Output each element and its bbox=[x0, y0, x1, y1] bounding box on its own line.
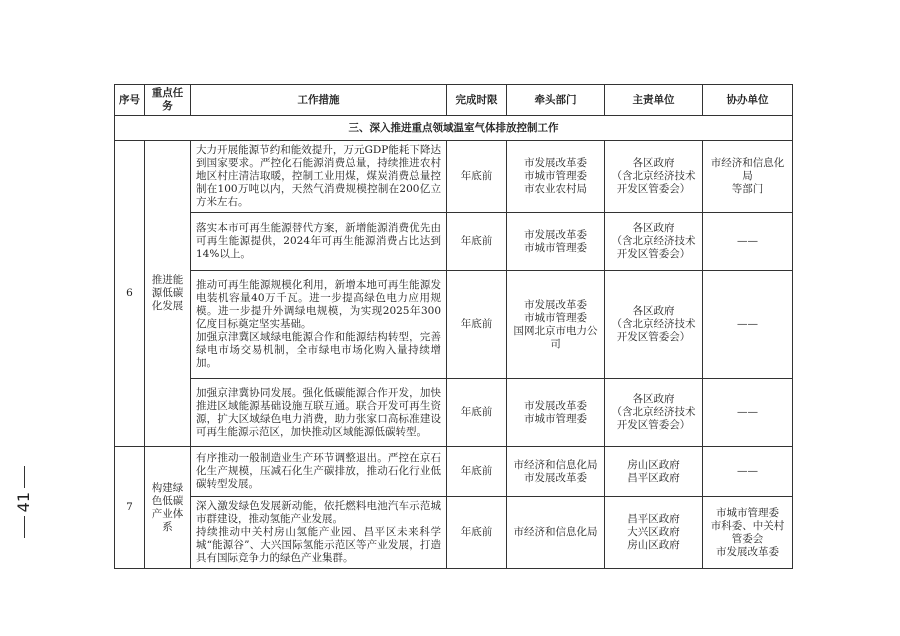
row-measures-line: 加强京津冀协同发展。强化低碳能源合作开发，加快推进区域能源基础设施互联互通。联合开发可再生资源，扩大区域绿色电力消费，助力张家口高标准建设可再生能源示范区，加快推动区域能源低碳转型。 bbox=[196, 386, 441, 438]
row-responsible-line: 开发区管委会） bbox=[616, 419, 691, 431]
row-measures bbox=[191, 213, 447, 271]
row-responsible bbox=[605, 379, 703, 447]
row-lead-line: 市发展改革委 bbox=[524, 399, 587, 412]
row-assist bbox=[703, 379, 793, 447]
row-lead-line: 市城市管理委 bbox=[524, 412, 587, 425]
row-task: 构建绿色低碳产业体系 bbox=[145, 447, 191, 569]
row-lead bbox=[507, 271, 605, 379]
row-seq: 6 bbox=[115, 141, 145, 447]
row-responsible-line: 大兴区政府 bbox=[627, 526, 680, 538]
row-responsible bbox=[605, 271, 703, 379]
row-assist-line: —— bbox=[737, 406, 758, 418]
row-lead-line: 市城市管理委 bbox=[524, 241, 587, 254]
table-row bbox=[115, 447, 793, 497]
row-lead-line: 市发展改革委 bbox=[524, 298, 587, 311]
header-seq: 序号 bbox=[115, 85, 145, 116]
row-measures bbox=[191, 141, 447, 213]
row-lead-line: 市发展改革委 bbox=[524, 228, 587, 241]
row-measures bbox=[191, 379, 447, 447]
row-deadline: 年底前 bbox=[447, 379, 507, 447]
header-lead: 牵头部门 bbox=[507, 85, 605, 116]
row-assist-line: —— bbox=[737, 465, 758, 477]
row-deadline: 年底前 bbox=[447, 497, 507, 569]
row-lead-line: 市经济和信息化局 bbox=[513, 458, 598, 471]
row-assist-line: 市城市管理委 bbox=[716, 506, 779, 519]
row-lead bbox=[507, 213, 605, 271]
row-assist bbox=[703, 497, 793, 569]
header-deadline: 完成时限 bbox=[447, 85, 507, 116]
row-responsible-line: 开发区管委会） bbox=[616, 248, 691, 260]
row-task: 推进能源低碳化发展 bbox=[145, 141, 191, 447]
row-responsible-line: 开发区管委会） bbox=[616, 331, 691, 343]
row-lead-line: 市发展改革委 bbox=[524, 471, 587, 484]
row-deadline: 年底前 bbox=[447, 213, 507, 271]
row-lead bbox=[507, 447, 605, 497]
section-row bbox=[115, 116, 793, 141]
row-lead bbox=[507, 141, 605, 213]
row-responsible-line: 各区政府 bbox=[632, 222, 675, 234]
row-measures bbox=[191, 271, 447, 379]
row-deadline: 年底前 bbox=[447, 447, 507, 497]
row-seq: 7 bbox=[115, 447, 145, 569]
row-measures-line: 深入激发绿色发展新动能，依托燃料电池汽车示范城市群建设，推动氢能产业发展。 bbox=[196, 500, 441, 525]
row-responsible-line: 昌平区政府 bbox=[627, 471, 680, 484]
row-responsible-line: 房山区政府 bbox=[627, 458, 680, 471]
row-responsible-line: （含北京经济技术 bbox=[611, 235, 696, 247]
row-lead-line: 市城市管理委 bbox=[524, 311, 587, 324]
row-responsible bbox=[605, 497, 703, 569]
row-deadline: 年底前 bbox=[447, 141, 507, 213]
page-number-text: 41 bbox=[14, 492, 33, 513]
row-lead-line: 市城市管理委 bbox=[524, 170, 587, 182]
row-assist-line: —— bbox=[737, 235, 758, 247]
row-assist-line: 市发展改革委 bbox=[716, 545, 779, 558]
row-measures-line: 加强京津冀区域绿电能源合作和能源结构转型，完善绿电市场交易机制，全市绿电市场化购入量持续增加。 bbox=[196, 331, 441, 369]
row-responsible-line: 房山区政府 bbox=[627, 539, 680, 551]
row-lead-line: 市发展改革委 bbox=[524, 157, 587, 169]
table-row bbox=[115, 213, 793, 271]
header-responsible: 主责单位 bbox=[605, 85, 703, 116]
table-row bbox=[115, 271, 793, 379]
row-deadline: 年底前 bbox=[447, 271, 507, 379]
table-row bbox=[115, 141, 793, 213]
row-responsible-line: （含北京经济技术 bbox=[611, 170, 696, 182]
row-lead-line: 市经济和信息化局 bbox=[513, 526, 598, 538]
row-responsible bbox=[605, 213, 703, 271]
row-assist-line: 等部门 bbox=[731, 183, 764, 195]
row-assist bbox=[703, 141, 793, 213]
task-table bbox=[114, 84, 793, 569]
row-measures-line: 持续推动中关村房山氢能产业园、昌平区未来科学城“能源谷”、大兴国际氢能示范区等产业发展，打造具有国际竞争力的绿色产业集群。 bbox=[196, 526, 441, 564]
table-row bbox=[115, 379, 793, 447]
row-responsible-line: 各区政府 bbox=[632, 157, 675, 169]
row-lead-line: 国网北京市电力公司 bbox=[513, 324, 598, 350]
row-responsible-line: 各区政府 bbox=[632, 305, 675, 317]
row-responsible bbox=[605, 141, 703, 213]
header-measures: 工作措施 bbox=[191, 85, 447, 116]
row-responsible-line: 昌平区政府 bbox=[627, 513, 680, 525]
row-measures-line: 推动可再生能源规模化利用，新增本地可再生能源发电装机容量40万千瓦。进一步提高绿色电力应用规模。进一步提升外调绿电规模，为实现2025年300亿度目标奠定坚实基础。 bbox=[196, 279, 441, 330]
row-responsible-line: 开发区管委会） bbox=[616, 183, 691, 195]
row-responsible-line: （含北京经济技术 bbox=[611, 406, 696, 418]
page-number bbox=[14, 466, 34, 546]
row-assist-line: 市科委、中关村管委会 bbox=[710, 519, 785, 545]
table-row bbox=[115, 497, 793, 569]
row-lead-line: 市农业农村局 bbox=[524, 183, 587, 195]
row-lead bbox=[507, 497, 605, 569]
row-assist bbox=[703, 271, 793, 379]
page-number-dash-bottom bbox=[24, 516, 25, 538]
row-measures-line: 大力开展能源节约和能效提升，万元GDP能耗下降达到国家要求。严控化石能源消费总量，持续推进农村地区村庄清洁取暖，控制工业用煤，煤炭消费总量控制在100万吨以内，天然气消费规模控制在200亿立方米左右。 bbox=[196, 144, 441, 208]
header-row bbox=[115, 85, 793, 116]
row-responsible-line: （含北京经济技术 bbox=[611, 318, 696, 330]
row-measures bbox=[191, 497, 447, 569]
row-lead bbox=[507, 379, 605, 447]
row-responsible-line: 各区政府 bbox=[632, 393, 675, 405]
row-assist-line: —— bbox=[737, 318, 758, 330]
row-assist bbox=[703, 447, 793, 497]
row-assist bbox=[703, 213, 793, 271]
row-measures bbox=[191, 447, 447, 497]
table-body bbox=[115, 116, 793, 569]
page-number-dash-top bbox=[24, 466, 25, 488]
header-task: 重点任务 bbox=[145, 85, 191, 116]
row-assist-line: 市经济和信息化局 bbox=[710, 157, 785, 182]
section-title: 三、深入推进重点领域温室气体排放控制工作 bbox=[115, 116, 793, 141]
row-measures-line: 有序推动一般制造业生产环节调整退出。严控在京石化生产规模，压减石化生产碳排放，推动石化行业低碳转型发展。 bbox=[196, 452, 441, 490]
header-assist: 协办单位 bbox=[703, 85, 793, 116]
row-measures-line: 落实本市可再生能源替代方案，新增能源消费优先由可再生能源提供，2024年可再生能源消费占比达到14%以上。 bbox=[196, 222, 441, 260]
row-responsible bbox=[605, 447, 703, 497]
